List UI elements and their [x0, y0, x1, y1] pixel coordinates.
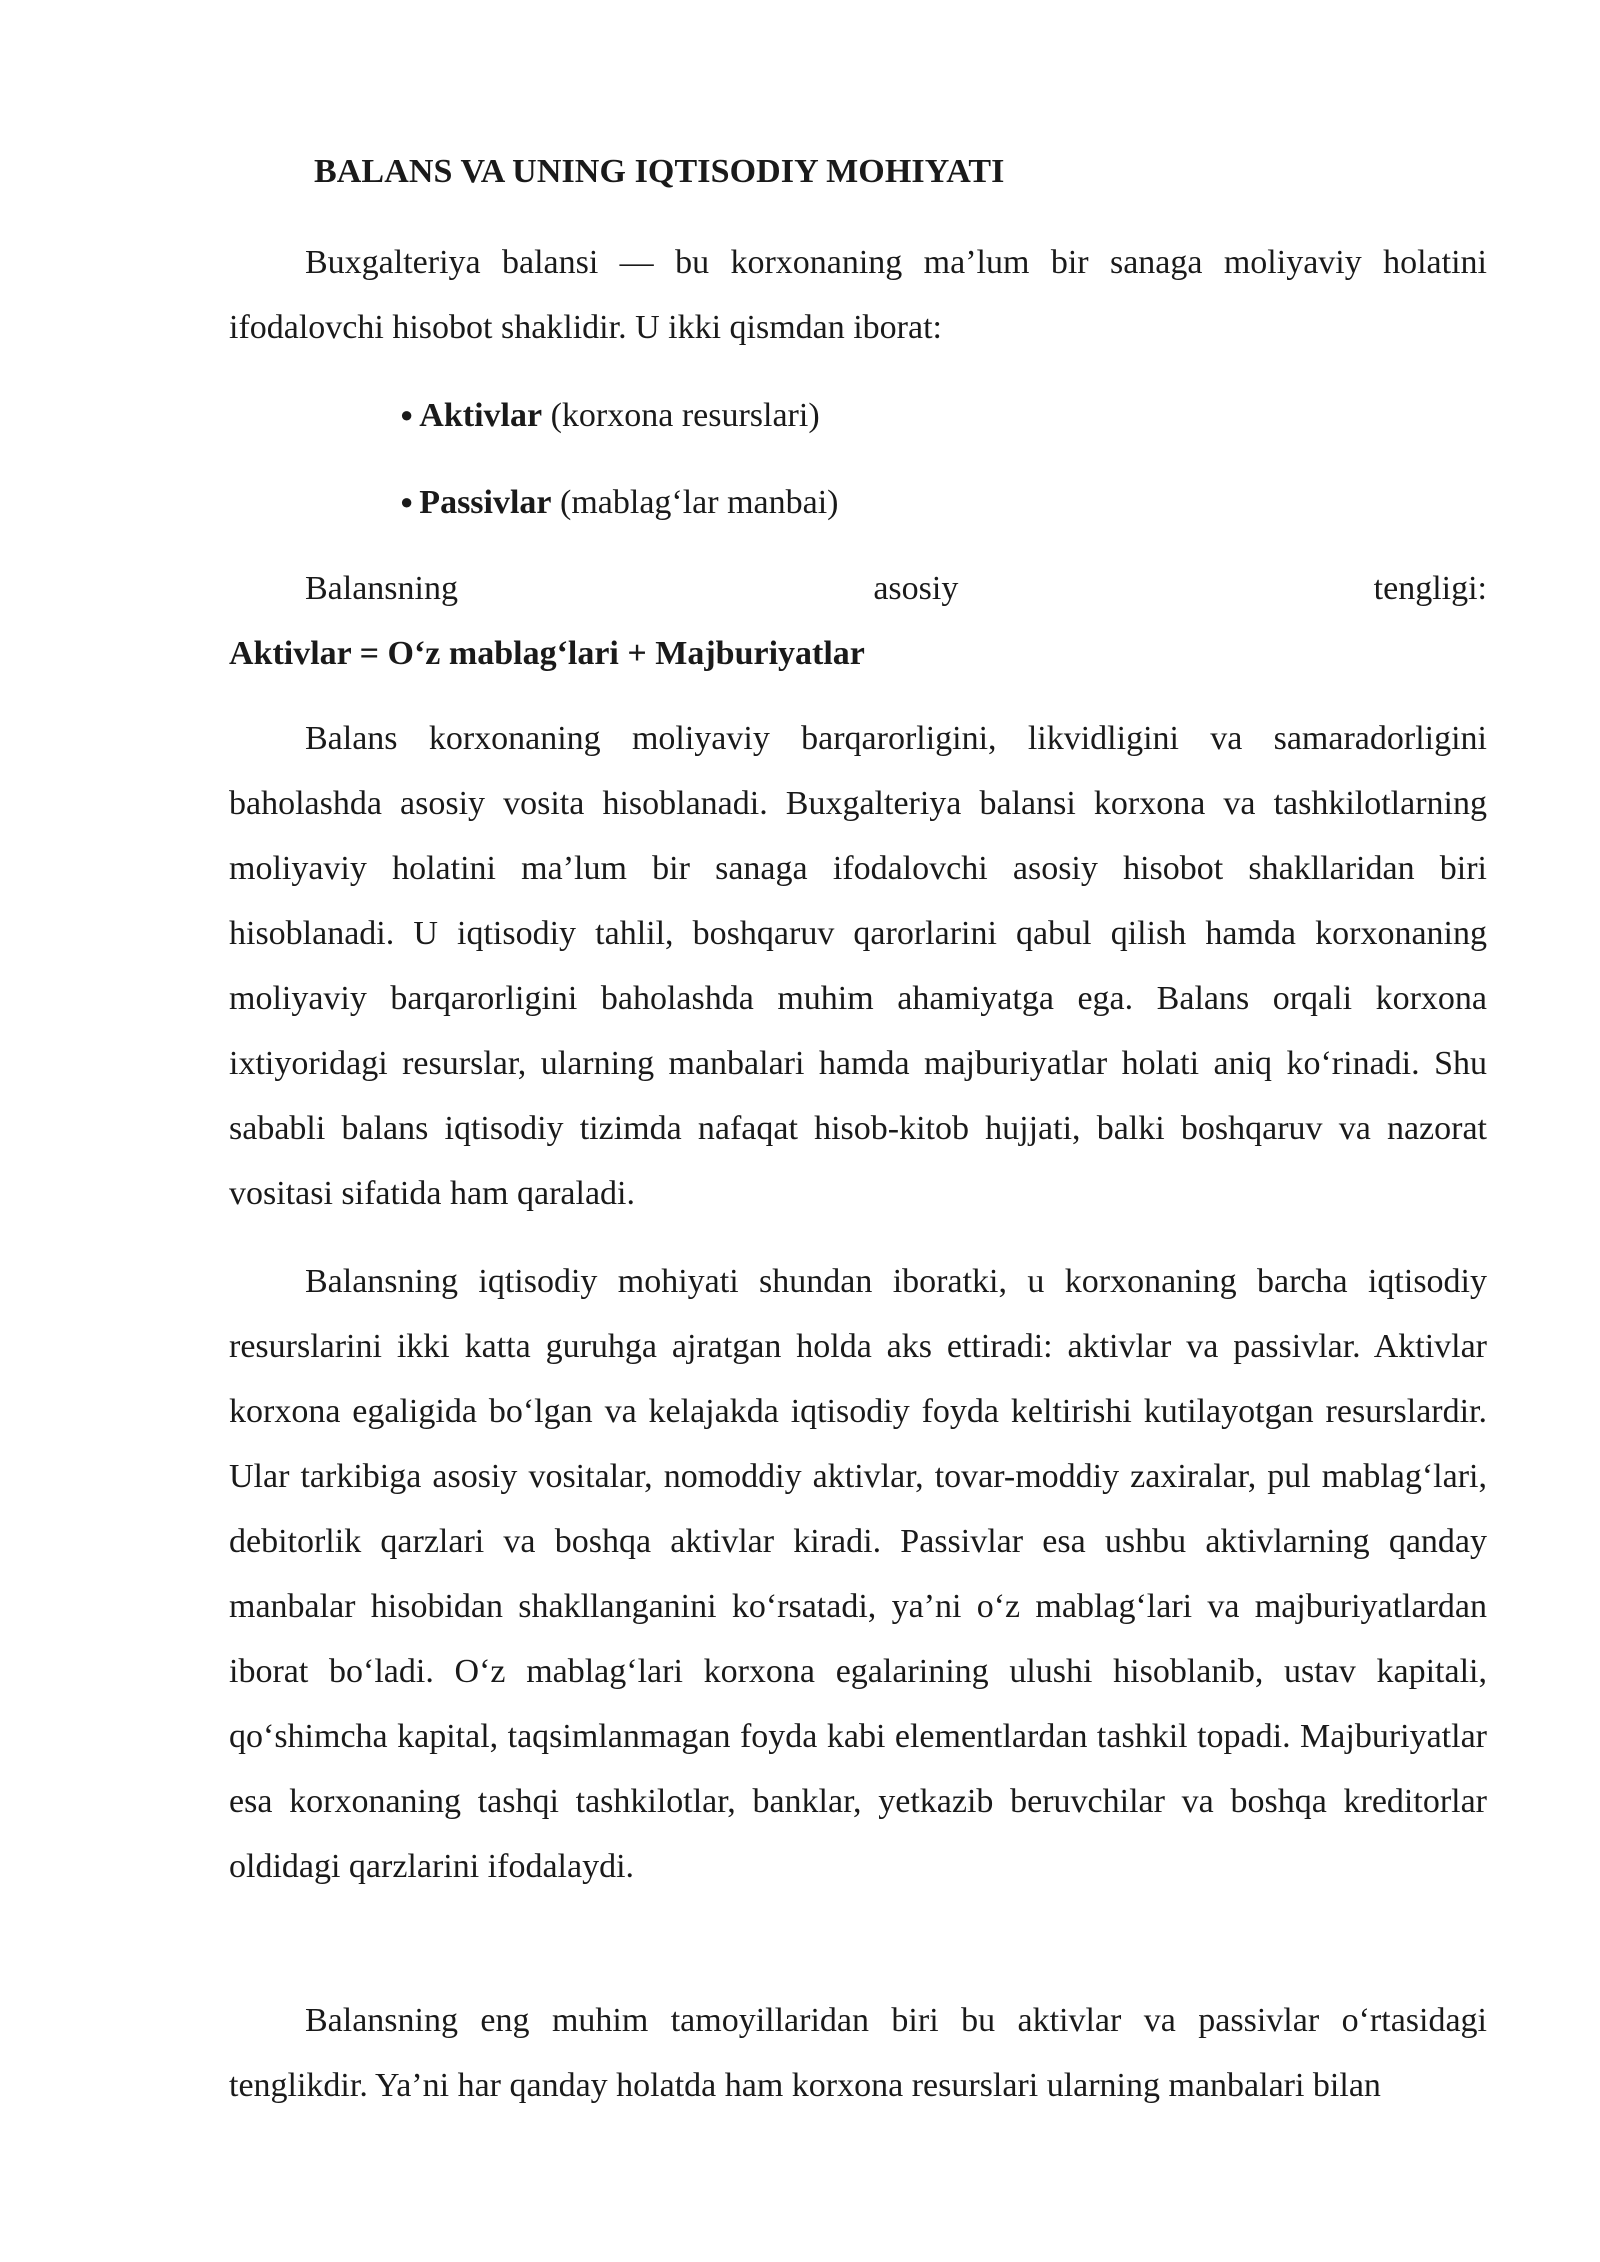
bullet-dot-icon: ● [400, 402, 414, 427]
bullet-term: Passivlar [419, 484, 552, 521]
body-paragraph: Balans korxonaning moliyaviy barqarorligini, likvidligini va samaradorligini baholashda asosiy vosita hisoblanadi. Buxgalteriya balansi korxona va tashkilotlarning moliyaviy holatini ma’lum bir sanaga ifodalovchi asosiy hisobot shakllaridan biri hisoblanadi. U iqtisodiy tahlil, boshqaruv qarorlarini qabul qilish hamda korxonaning moliyaviy barqarorligini baholashda muhim ahamiyatga ega. Balans orqali korxona ixtiyoridagi resurslar, ularning manbalari hamda majburiyatlar holati aniq ko‘rinadi. Shu sababli balans iqtisodiy tizimda nafaqat hisob-kitob hujjati, balki boshqaruv va nazorat vositasi sifatida ham qaraladi. [229, 720, 1487, 1212]
equation-word: Balansning [305, 570, 458, 607]
intro-paragraph: Buxgalteriya balansi — bu korxonaning ma’lum bir sanaga moliyaviy holatini ifodalovchi hisobot shaklidir. U ikki qismdan iborat: [229, 244, 1487, 346]
equation-word: tengligi: [1373, 570, 1487, 607]
document-title: BALANS VA UNING IQTISODIY MOHIYATI [314, 153, 1005, 190]
body-paragraph: Balansning iqtisodiy mohiyati shundan iboratki, u korxonaning barcha iqtisodiy resurslarini ikki katta guruhga ajratgan holda aks ettiradi: aktivlar va passivlar. Aktivlar korxona egaligida bo‘lgan va kelajakda iqtisodiy foyda keltirishi kutilayotgan resurslardir. Ular tarkibiga asosiy vositalar, nomoddiy aktivlar, tovar-moddiy zaxiralar, pul mablag‘lari, debitorlik qarzlari va boshqa aktivlar kiradi. Passivlar esa ushbu aktivlarning qanday manbalar hisobidan shakllanganini ko‘rsatadi, ya’ni o‘z mablag‘lari va majburiyatlardan iborat bo‘ladi. O‘z mablag‘lari korxona egalarining ulushi hisoblanib, ustav kapitali, qo‘shimcha kapital, taqsimlanmagan foyda kabi elementlardan tashkil topadi. Majburiyatlar esa korxonaning tashqi tashkilotlar, banklar, yetkazib beruvchilar va boshqa kreditorlar oldidagi qarzlarini ifodalaydi. [229, 1263, 1487, 1885]
bullet-term: Aktivlar [419, 397, 543, 434]
equation-block [229, 556, 1487, 686]
body-paragraph: Balansning eng muhim tamoyillaridan biri bu aktivlar va passivlar o‘rtasidagi tenglikdir. Ya’ni har qanday holatda ham korxona resurslari ularning manbalari bilan [229, 2002, 1487, 2104]
bullet-item-aktivlar [400, 382, 820, 448]
bullet-item-passivlar [400, 469, 839, 535]
equation-heading [229, 556, 1487, 621]
bullet-desc: (mablag‘lar manbai) [551, 484, 839, 521]
bullet-desc: (korxona resurslari) [542, 397, 820, 434]
equation-formula: Aktivlar = O‘z mablag‘lari + Majburiyatlar [229, 635, 865, 672]
equation-word: asosiy [873, 570, 959, 607]
bullet-dot-icon: ● [400, 489, 414, 514]
